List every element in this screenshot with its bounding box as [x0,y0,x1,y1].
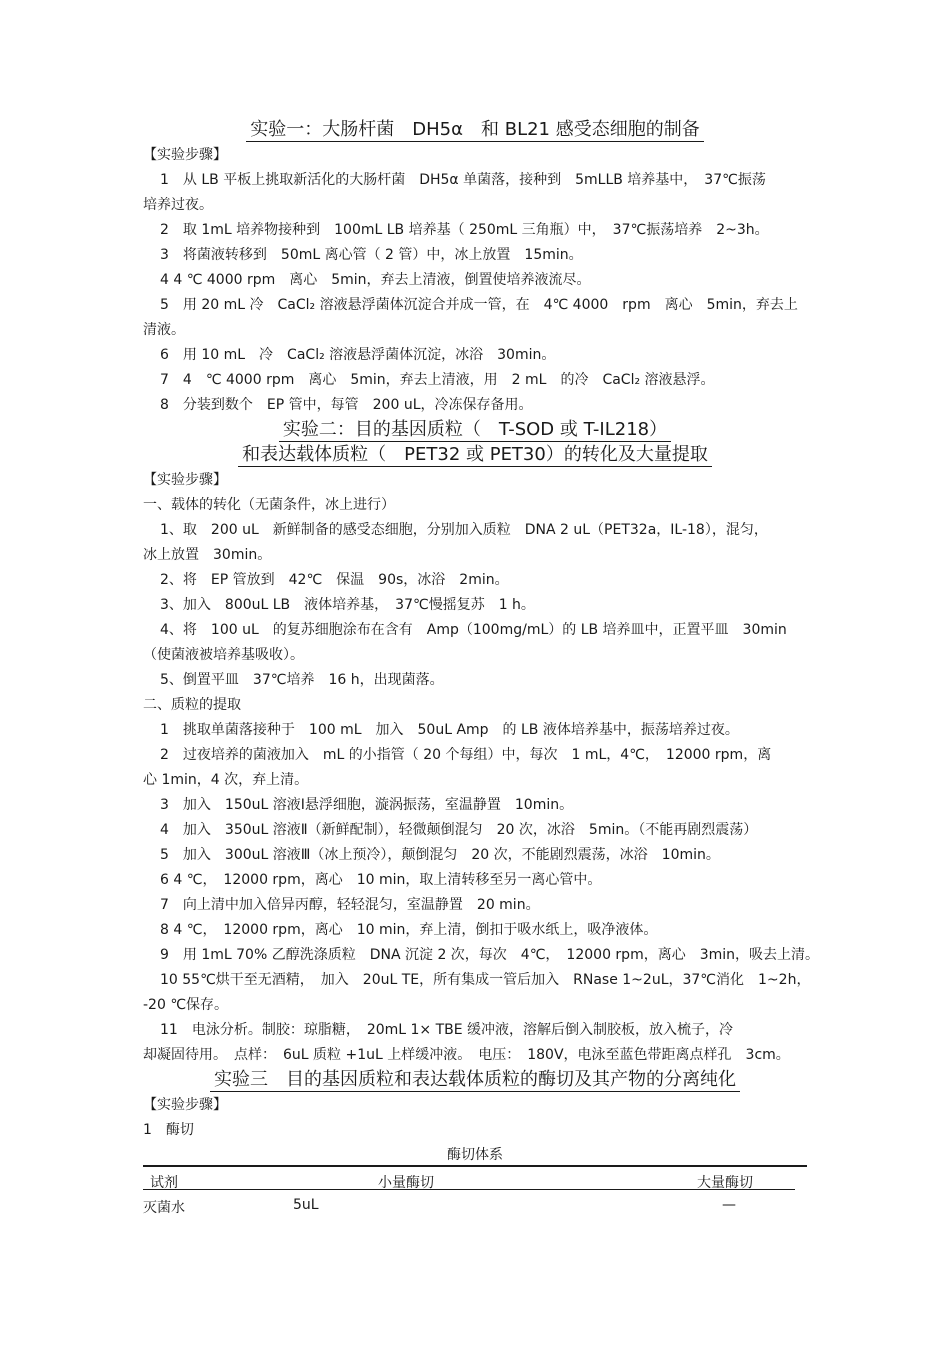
exp1-step-line: 6 用 10 mL 冷 CaCl₂ 溶液悬浮菌体沉淀，冰浴 30min。 [160,347,556,363]
table-cell-small: 5uL [293,1197,319,1213]
exp1-step-line: 1 从 LB 平板上挑取新活化的大肠杆菌 DH5α 单菌落，接种到 5mLLB 培养基中， 37℃振荡 [160,172,766,188]
exp2-step-line: 8 4 ℃， 12000 rpm，离心 10 min，弃上清，倒扣于吸水纸上，吸净液体。 [160,922,658,938]
table-caption: 酶切体系 [447,1147,503,1163]
exp2-step-line: 1、取 200 uL 新鲜制备的感受态细胞，分别加入质粒 DNA 2 uL（PET32a，IL-18），混匀， [160,522,768,538]
table-top-rule [143,1165,807,1167]
exp1-step-line: 3 将菌液转移到 50mL 离心管（ 2 管）中，冰上放置 15min。 [160,247,583,263]
exp2-step-line: 7 向上清中加入倍异丙醇，轻轻混匀，室温静置 20 min。 [160,897,540,913]
exp2-step-line: 2、将 EP 管放到 42℃ 保温 90s，冰浴 2min。 [160,572,509,588]
exp2-step-line: 9 用 1mL 70% 乙醇洗涤质粒 DNA 沉淀 2 次，每次 4℃， 12000 rpm，离心 3min，吸去上清。 [160,947,820,963]
exp2-title-line2: 和表达载体质粒（ PET32 或 PET30）的转化及大量提取 [0,443,950,467]
exp2-step-line: 冰上放置 30min。 [143,547,272,563]
exp2-step-line: 4、将 100 uL 的复苏细胞涂布在含有 Amp（100mg/mL）的 LB 培养皿中，正置平皿 30min [160,622,787,638]
exp1-step-line: 清液。 [143,322,185,338]
table-header-large: 大量酶切 [697,1175,753,1191]
exp2-section-heading: 二、质粒的提取 [143,697,241,713]
table-cell-reagent: 灭菌水 [143,1200,185,1216]
exp2-step-line: 却凝固待用。 点样： 6uL 质粒 +1uL 上样缓冲液。 电压： 180V，电泳至蓝色带距离点样孔 3cm。 [143,1047,790,1063]
exp2-step-line: 5、倒置平皿 37℃培养 16 h，出现菌落。 [160,672,444,688]
exp3-title: 实验三 目的基因质粒和表达载体质粒的酶切及其产物的分离纯化 [0,1068,950,1092]
exp1-step-line: 4 4 ℃ 4000 rpm 离心 5min，弃去上清液，倒置使培养液流尽。 [160,272,591,288]
table-header-small: 小量酶切 [378,1175,434,1191]
exp2-step-line: （使菌液被培养基吸收）。 [143,647,304,663]
table-header-rule [143,1189,795,1190]
exp1-step-line: 7 4 ℃ 4000 rpm 离心 5min，弃去上清液，用 2 mL 的冷 CaCl₂ 溶液悬浮。 [160,372,715,388]
table-header-reagent: 试剂 [150,1175,178,1191]
table-cell-large: — [722,1197,736,1213]
exp1-step-line: 2 取 1mL 培养物接种到 100mL LB 培养基（ 250mL 三角瓶）中， 37℃振荡培养 2~3h。 [160,222,769,238]
exp2-step-line: 3、加入 800uL LB 液体培养基， 37℃慢摇复苏 1 h。 [160,597,535,613]
exp2-step-line: 3 加入 150uL 溶液Ⅰ悬浮细胞，漩涡振荡，室温静置 10min。 [160,797,574,813]
exp2-step-line: 6 4 ℃， 12000 rpm，离心 10 min，取上清转移至另一离心管中。 [160,872,602,888]
exp1-step-line: 培养过夜。 [143,197,213,213]
exp3-subsection-heading: 1 酶切 [143,1122,194,1138]
exp2-step-line: 心 1min，4 次，弃上清。 [143,772,309,788]
exp1-steps-heading: 【实验步骤】 [143,147,227,163]
exp2-section-heading: 一、载体的转化（无菌条件，冰上进行） [143,497,395,513]
exp2-step-line: 5 加入 300uL 溶液Ⅲ（冰上预冷），颠倒混匀 20 次，不能剧烈震荡，冰浴 10min。 [160,847,720,863]
exp1-step-line: 5 用 20 mL 冷 CaCl₂ 溶液悬浮菌体沉淀合并成一管，在 4℃ 4000 rpm 离心 5min，弃去上 [160,297,798,313]
exp2-step-line: 10 55℃烘干至无酒精， 加入 20uL TE，所有集成一管后加入 RNase 1~2uL，37℃消化 1~2h， [160,972,811,988]
exp2-step-line: 1 挑取单菌落接种于 100 mL 加入 50uL Amp 的 LB 液体培养基中，振荡培养过夜。 [160,722,739,738]
exp2-step-line: -20 ℃保存。 [143,997,229,1013]
exp3-steps-heading: 【实验步骤】 [143,1097,227,1113]
exp2-step-line: 11 电泳分析。制胶：琼脂糖， 20mL 1× TBE 缓冲液，溶解后倒入制胶板，放入梳子，冷 [160,1022,734,1038]
exp2-steps-heading: 【实验步骤】 [143,472,227,488]
exp1-step-line: 8 分装到数个 EP 管中，每管 200 uL，冷冻保存备用。 [160,397,533,413]
exp1-title: 实验一：大肠杆菌 DH5α 和 BL21 感受态细胞的制备 [0,118,950,142]
exp2-title-line1: 实验二：目的基因质粒（ T-SOD 或 T-IL218） [0,418,950,442]
exp2-step-line: 2 过夜培养的菌液加入 mL 的小指管（ 20 个每组）中，每次 1 mL，4℃， 12000 rpm，离 [160,747,772,763]
exp2-step-line: 4 加入 350uL 溶液Ⅱ（新鲜配制），轻微颠倒混匀 20 次，冰浴 5min。（不能再剧烈震荡） [160,822,758,838]
